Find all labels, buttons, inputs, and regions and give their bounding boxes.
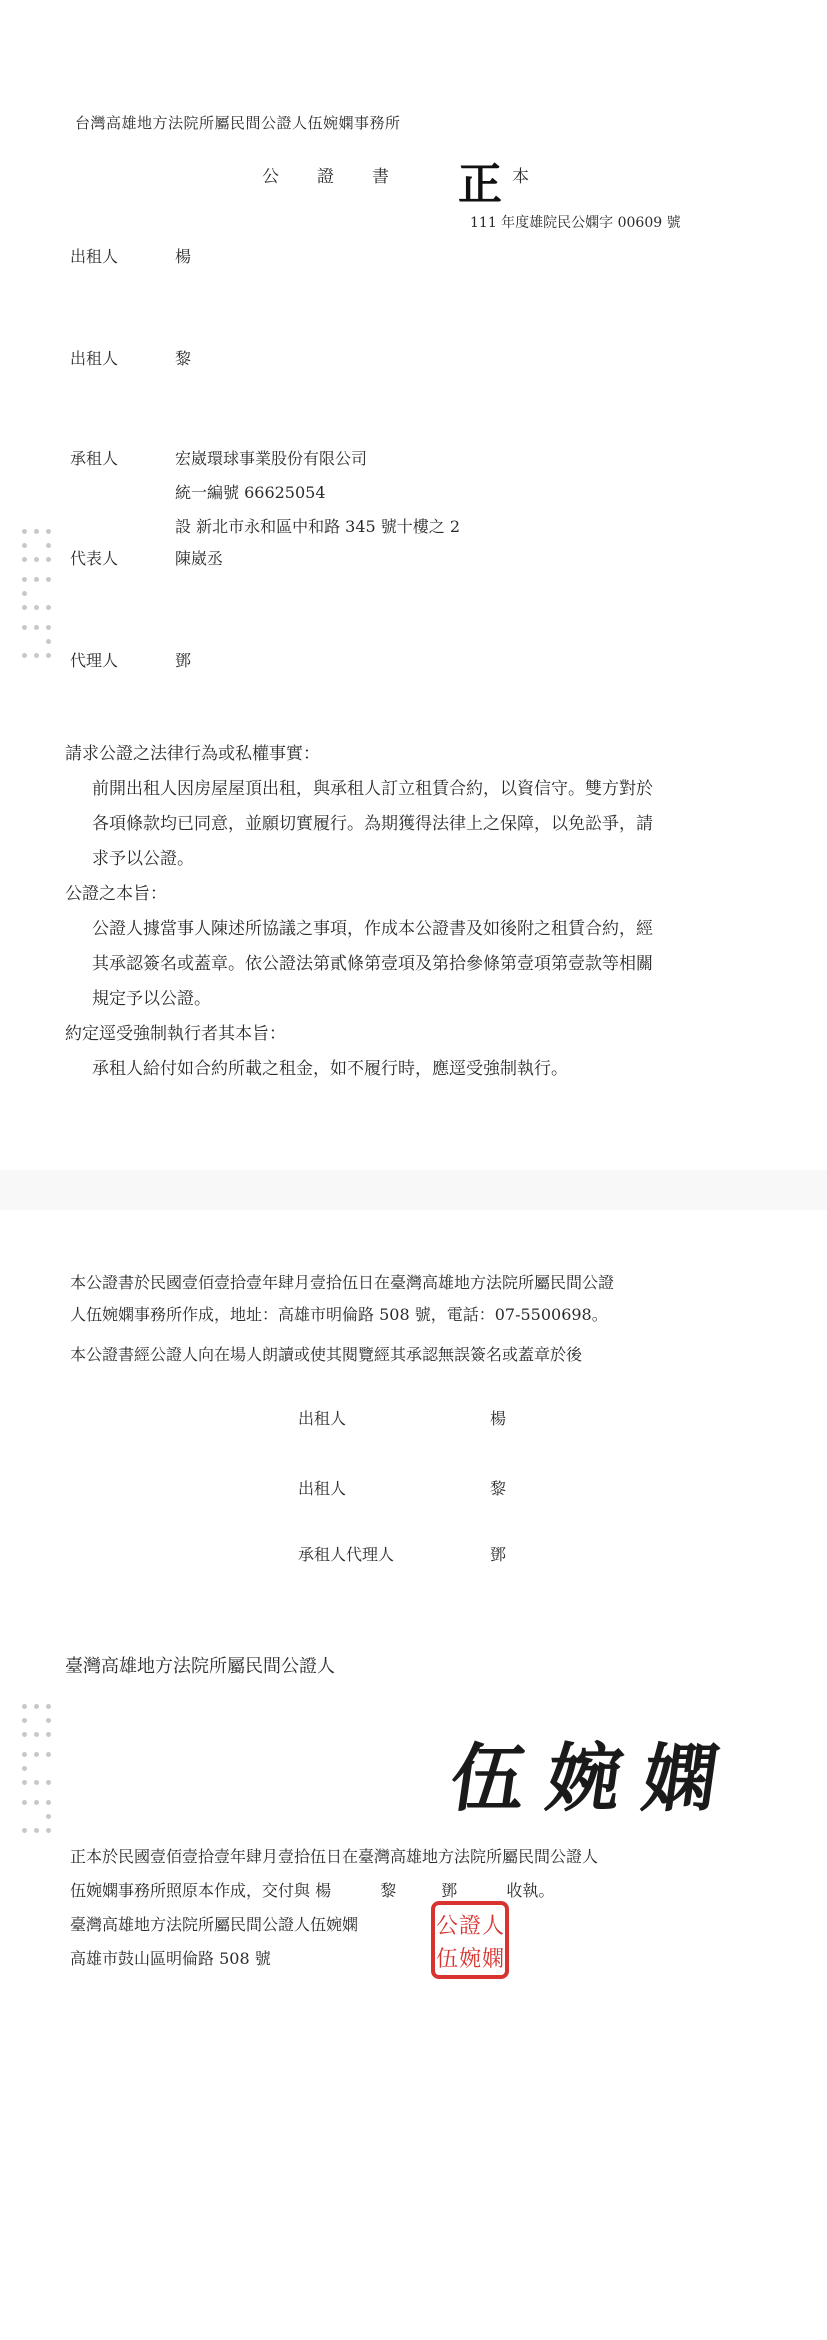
perforation-mark-upper <box>14 525 64 665</box>
seal-char-3: 人 <box>481 1914 505 1939</box>
seal-char-1: 公 <box>435 1914 459 1939</box>
lessee-address: 設 新北市永和區中和路 345 號十樓之 2 <box>175 517 461 536</box>
lessee-label: 承租人 <box>70 449 119 468</box>
representative-name: 陳崴丞 <box>175 549 224 568</box>
seal-char-6: 嫻 <box>481 1947 505 1972</box>
sign-row3-name: 鄧 <box>490 1545 507 1564</box>
section1-heading: 請求公證之法律行為或私權事實： <box>65 744 320 764</box>
section3-line1: 承租人給付如合約所載之租金，如不履行時，應逕受強制執行。 <box>92 1059 568 1079</box>
seal-char-5: 婉 <box>458 1947 482 1972</box>
section1-line2: 各項條款均已同意，並願切實履行。為期獲得法律上之保障，以免訟爭，請 <box>92 814 653 834</box>
original-copy-suffix: 本 <box>512 167 529 187</box>
section1-line3: 求予以公證。 <box>92 849 194 869</box>
footer-line3: 臺灣高雄地方法院所屬民間公證人伍婉嫻 <box>70 1915 359 1934</box>
lessor2-label: 出租人 <box>70 349 119 368</box>
original-copy-mark: 正 <box>458 159 502 210</box>
section2-line3: 規定予以公證。 <box>92 989 211 1009</box>
sign-row1-label: 出租人 <box>298 1409 347 1428</box>
notary-court-line: 臺灣高雄地方法院所屬民間公證人 <box>65 1656 335 1677</box>
sign-row2-name: 黎 <box>490 1479 507 1498</box>
lessor1-label: 出租人 <box>70 247 119 266</box>
footer-line2-suffix: 收執。 <box>506 1881 555 1900</box>
office-name: 台灣高雄地方法院所屬民間公證人伍婉嫻事務所 <box>75 114 401 132</box>
closing-line3: 本公證書經公證人向在場人朗讀或使其閱覽經其承認無誤簽名或蓋章於後 <box>70 1345 583 1364</box>
lessor1-name: 楊 <box>175 247 192 266</box>
footer-recipient-2: 黎 <box>380 1881 397 1900</box>
sign-row2-label: 出租人 <box>298 1479 347 1498</box>
representative-label: 代表人 <box>70 549 119 568</box>
footer-line2-prefix: 伍婉嫻事務所照原本作成，交付與 楊 <box>70 1881 332 1900</box>
lessee-name: 宏崴環球事業股份有限公司 <box>175 449 368 468</box>
footer-recipient-3: 鄧 <box>441 1881 458 1900</box>
lessor2-name: 黎 <box>175 349 192 368</box>
closing-line2: 人伍婉嫻事務所作成，地址：高雄市明倫路 508 號，電話：07-5500698。 <box>70 1305 608 1324</box>
lessee-tax-id: 統一編號 66625054 <box>175 483 326 502</box>
section2-heading: 公證之本旨： <box>65 884 167 904</box>
section2-line1: 公證人據當事人陳述所協議之事項，作成本公證書及如後附之租賃合約，經 <box>92 919 653 939</box>
title-text: 公證書 <box>262 167 427 187</box>
section1-line1: 前開出租人因房屋屋頂出租，與承租人訂立租賃合約，以資信守。雙方對於 <box>92 779 653 799</box>
closing-line1: 本公證書於民國壹佰壹拾壹年肆月壹拾伍日在臺灣高雄地方法院所屬民間公證 <box>70 1273 615 1292</box>
notary-handwritten-signature: 伍婉嫻 <box>445 1736 746 1822</box>
notary-seal-stamp <box>430 1900 510 1980</box>
footer-address: 高雄市鼓山區明倫路 508 號 <box>70 1949 271 1968</box>
document-title <box>262 162 427 187</box>
seal-char-4: 伍 <box>435 1947 459 1972</box>
footer-line2 <box>70 1878 554 1901</box>
sign-row3-label: 承租人代理人 <box>298 1545 395 1564</box>
footer-line1: 正本於民國壹佰壹拾壹年肆月壹拾伍日在臺灣高雄地方法院所屬民間公證人 <box>70 1847 599 1866</box>
section3-heading: 約定逕受強制執行者其本旨： <box>65 1024 286 1044</box>
section2-line2: 其承認簽名或蓋章。依公證法第貳條第壹項及第拾參條第壹項第壹款等相關 <box>92 954 653 974</box>
document-number: 111 年度雄院民公嫻字 00609 號 <box>470 215 681 231</box>
seal-char-2: 證 <box>458 1914 482 1939</box>
scan-fold-shading <box>0 1170 827 1210</box>
perforation-mark-lower <box>14 1700 64 1840</box>
sign-row1-name: 楊 <box>490 1409 507 1428</box>
agent-label: 代理人 <box>70 651 119 670</box>
agent-name: 鄧 <box>175 651 192 670</box>
